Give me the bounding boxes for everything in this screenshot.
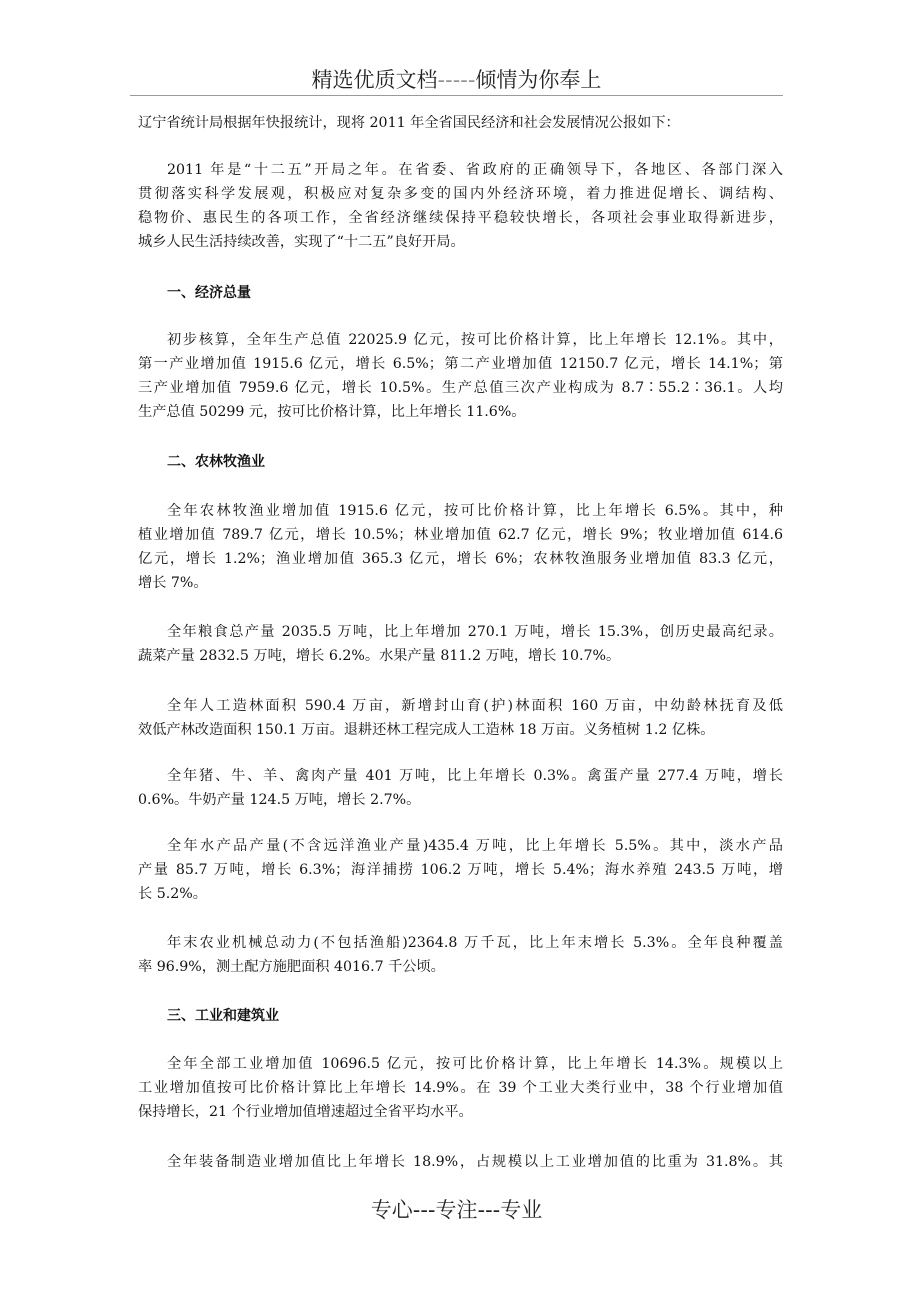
line: 贯彻落实科学发展观，积极应对复杂多变的国内外经济环境，着力推进促增长、调结构、 xyxy=(138,186,783,202)
line: 全年水产品产量(不含远洋渔业产量)435.4 万吨，比上年增长 5.5%。其中，淡水产品 xyxy=(167,838,783,854)
line: 全年人工造林面积 590.4 万亩，新增封山育(护)林面积 160 万亩，中幼龄林抚育及低 xyxy=(167,698,783,714)
line: 第一产业增加值 1915.6 亿元，增长 6.5%；第二产业增加值 12150.7 亿元，增长 14.1%；第 xyxy=(138,356,783,372)
header-rule xyxy=(130,95,783,96)
paragraph-overview xyxy=(138,158,783,254)
line: 长 5.2%。 xyxy=(138,886,207,902)
section-heading-economy: 一、经济总量 xyxy=(167,285,251,301)
line: 保持增长，21 个行业增加值增速超过全省平均水平。 xyxy=(138,1104,473,1120)
line: 效低产林改造面积 150.1 万亩。退耕还林工程完成人工造林 18 万亩。义务植树 1.2 亿株。 xyxy=(138,722,715,738)
paragraph-machinery xyxy=(138,931,783,979)
line: 率 96.9%，测土配方施肥面积 4016.7 千公顷。 xyxy=(138,959,445,975)
section-heading-industry: 三、工业和建筑业 xyxy=(167,1008,279,1024)
paragraph-aquatic xyxy=(138,834,783,906)
line: 工业增加值按可比价格计算比上年增长 14.9%。在 39 个工业大类行业中，38 个行业增加值 xyxy=(138,1080,783,1096)
page-header: 精选优质文档-----倾情为你奉上 xyxy=(311,68,602,92)
line: 城乡人民生活持续改善，实现了“十二五”良好开局。 xyxy=(138,234,465,250)
line: 产量 85.7 万吨，增长 6.3%；海洋捕捞 106.2 万吨，增长 5.4%；海水养殖 243.5 万吨，增 xyxy=(138,862,783,878)
paragraph-livestock xyxy=(138,764,783,812)
paragraph-grain xyxy=(138,620,783,668)
page-footer: 专心---专注---专业 xyxy=(370,1198,543,1222)
line: 全年粮食总产量 2035.5 万吨，比上年增加 270.1 万吨，增长 15.3%，创历史最高纪录。 xyxy=(167,624,783,640)
line: 全年猪、牛、羊、禽肉产量 401 万吨，比上年增长 0.3%。禽蛋产量 277.4 万吨，增长 xyxy=(167,768,783,784)
paragraph-forestry xyxy=(138,694,783,742)
line: 稳物价、惠民生的各项工作，全省经济继续保持平稳较快增长，各项社会事业取得新进步， xyxy=(138,210,783,226)
paragraph-equipment xyxy=(138,1150,783,1174)
paragraph-gdp xyxy=(138,328,783,424)
line: 增长 7%。 xyxy=(138,575,208,591)
line: 0.6%。牛奶产量 124.5 万吨，增长 2.7%。 xyxy=(138,792,421,808)
line: 全年农林牧渔业增加值 1915.6 亿元，按可比价格计算，比上年增长 6.5%。其中，种 xyxy=(167,503,783,519)
line: 三产业增加值 7959.6 亿元，增长 10.5%。生产总值三次产业构成为 8.7∶55.2∶36.1。人均 xyxy=(138,380,783,396)
intro-paragraph xyxy=(138,111,783,135)
line: 生产总值 50299 元，按可比价格计算，比上年增长 11.6%。 xyxy=(138,404,526,420)
line: 蔬菜产量 2832.5 万吨，增长 6.2%。水果产量 811.2 万吨，增长 10.7%。 xyxy=(138,648,621,664)
line: 2011 年是“十二五”开局之年。在省委、省政府的正确领导下，各地区、各部门深入 xyxy=(167,162,783,178)
line: 全年全部工业增加值 10696.5 亿元，按可比价格计算，比上年增长 14.3%。规模以上 xyxy=(167,1056,783,1072)
paragraph-agri-value xyxy=(138,499,783,595)
line: 植业增加值 789.7 亿元，增长 10.5%；林业增加值 62.7 亿元，增长 9%；牧业增加值 614.6 xyxy=(138,527,783,543)
intro-line: 辽宁省统计局根据年快报统计，现将 2011 年全省国民经济和社会发展情况公报如下： xyxy=(138,115,680,131)
line: 亿元，增长 1.2%；渔业增加值 365.3 亿元，增长 6%；农林牧渔服务业增加值 83.3 亿元， xyxy=(138,551,783,567)
line: 全年装备制造业增加值比上年增长 18.9%，占规模以上工业增加值的比重为 31.8%。其 xyxy=(167,1154,783,1170)
line: 年末农业机械总动力(不包括渔船)2364.8 万千瓦，比上年末增长 5.3%。全年良种覆盖 xyxy=(167,935,783,951)
line: 初步核算，全年生产总值 22025.9 亿元，按可比价格计算，比上年增长 12.1%。其中， xyxy=(167,332,783,348)
section-heading-agriculture: 二、农林牧渔业 xyxy=(167,454,265,470)
paragraph-industry xyxy=(138,1052,783,1124)
